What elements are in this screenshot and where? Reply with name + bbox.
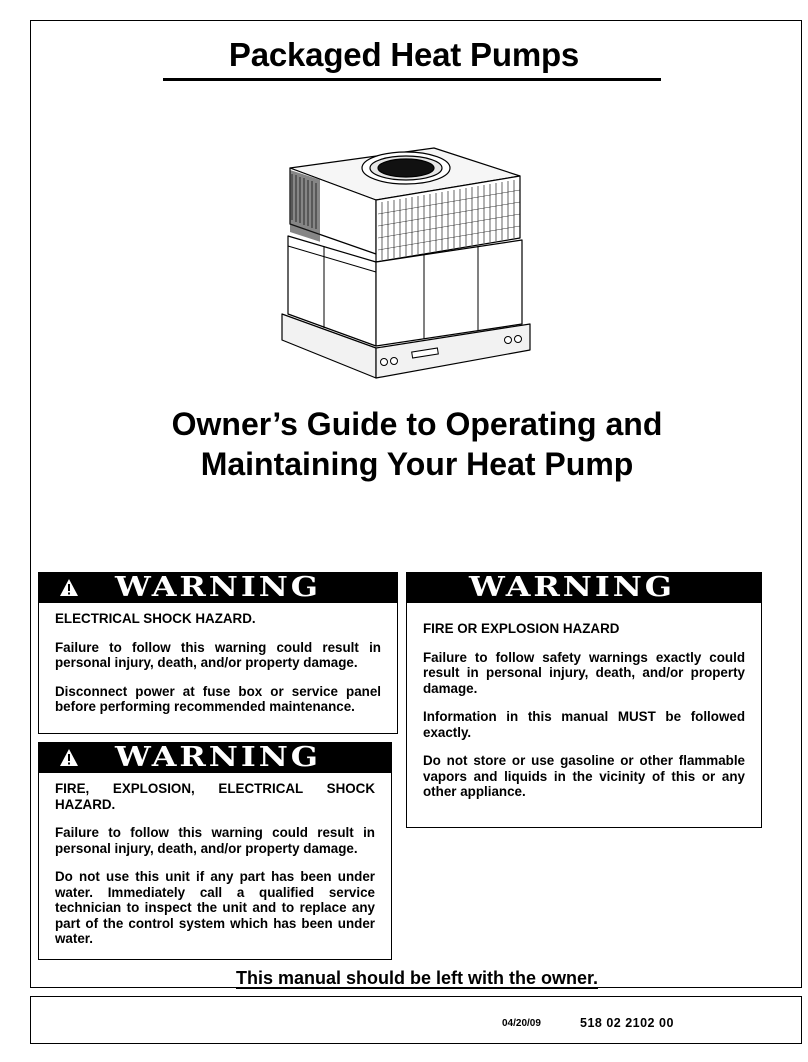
- title-underline: [163, 78, 661, 81]
- warning-paragraph: Do not store or use gasoline or other flammable vapors and liquids in the vicinity of this or any other appliance.: [423, 753, 745, 799]
- subtitle-line-1: Owner’s Guide to Operating and: [171, 406, 663, 442]
- hazard-title: ELECTRICAL SHOCK HAZARD.: [55, 611, 256, 626]
- warning-paragraph: Failure to follow safety warnings exactly could result in personal injury, death, and/or property damage.: [423, 649, 745, 696]
- warning-header: [39, 743, 391, 773]
- warning-box-electrical-shock: [38, 572, 398, 734]
- warning-paragraph: Disconnect power at fuse box or service panel before performing recommended maintenance.: [55, 683, 381, 714]
- heat-pump-illustration: [278, 128, 540, 390]
- publication-date: 04/20/09: [502, 1018, 541, 1029]
- warning-paragraph: Failure to follow this warning could result in personal injury, death, and/or property damage.: [55, 639, 381, 670]
- subtitle-line-2: Maintaining Your Heat Pump: [200, 446, 634, 482]
- warning-header: [39, 573, 397, 603]
- hazard-title: FIRE OR EXPLOSION HAZARD: [423, 621, 620, 636]
- warning-paragraph: Failure to follow this warning could result in personal injury, death, and/or property damage.: [55, 825, 375, 856]
- warning-box-fire-explosion: [406, 572, 762, 828]
- page-title: Packaged Heat Pumps: [228, 36, 580, 73]
- warning-paragraph: Do not use this unit if any part has been under water. Immediately call a qualified service technician to inspect the unit and to replace any part of the control system which has been under water.: [55, 869, 375, 946]
- warning-header: [407, 573, 761, 603]
- owner-note: [0, 968, 808, 989]
- warning-paragraph: Information in this manual MUST be followed exactly.: [423, 709, 745, 740]
- owner-note-text: This manual should be left with the owner.: [235, 968, 599, 988]
- footer-box: [30, 996, 802, 1044]
- hazard-title: FIRE, EXPLOSION, ELECTRICAL SHOCK HAZARD.: [55, 781, 375, 812]
- warning-box-fire-explosion-shock: [38, 742, 392, 960]
- guide-subtitle: [0, 404, 808, 484]
- warning-label: WARNING: [469, 572, 675, 603]
- warning-label: WARNING: [115, 742, 321, 773]
- exclamation-triangle-icon: [59, 578, 79, 598]
- warning-label: WARNING: [115, 572, 321, 603]
- exclamation-triangle-icon: [59, 748, 79, 768]
- part-number: 518 02 2102 00: [580, 1016, 674, 1030]
